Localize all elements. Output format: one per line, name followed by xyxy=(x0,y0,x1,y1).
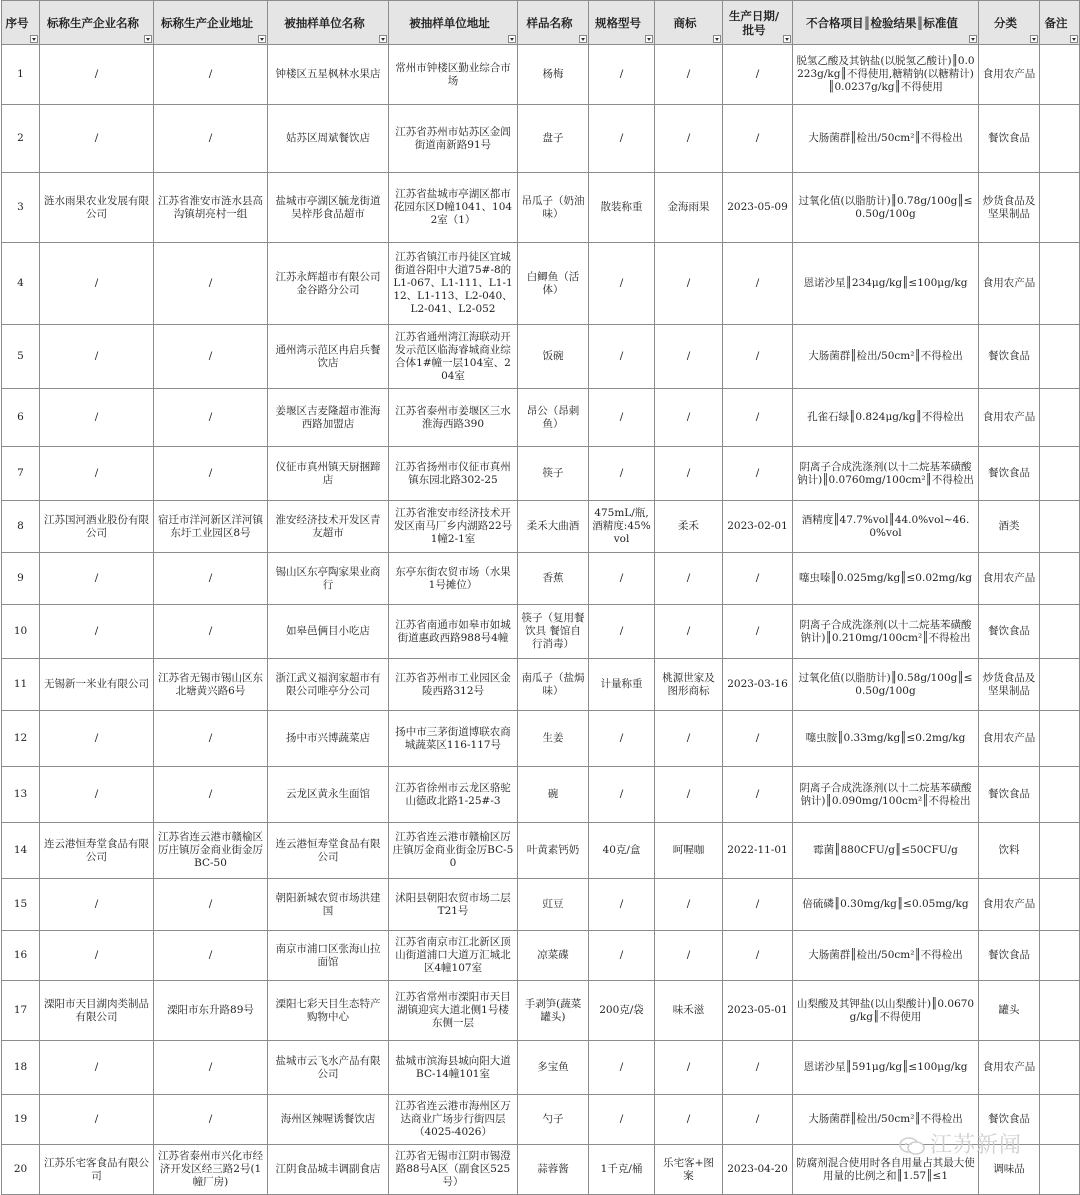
table-row xyxy=(2,605,1080,659)
table-cell xyxy=(1040,173,1080,243)
table-cell: / xyxy=(589,45,655,105)
table-cell xyxy=(1040,767,1080,823)
table-cell: / xyxy=(40,711,154,767)
column-header-label: 样品名称 xyxy=(526,15,573,30)
table-cell: 8 xyxy=(2,501,40,553)
table-row xyxy=(2,105,1080,173)
table-cell: 宿迁市洋河新区洋河镇东圩工业园区8号 xyxy=(154,501,268,553)
table-cell: / xyxy=(589,553,655,605)
table-cell: / xyxy=(723,325,793,389)
table-cell: 溧阳市东升路89号 xyxy=(154,981,268,1041)
table-cell: 脱氢乙酸及其钠盐(以脱氢乙酸计)║0.0223g/kg║不得使用,糖精钠(以糖精计)║0.0237g/kg║不得使用 xyxy=(793,45,979,105)
table-cell: 凉菜碟 xyxy=(518,931,589,981)
table-cell: 味禾滋 xyxy=(655,981,723,1041)
filter-dropdown-icon[interactable] xyxy=(645,35,653,43)
table-cell: 溧阳市天目湖肉类制品有限公司 xyxy=(40,981,154,1041)
column-header xyxy=(1040,1,1080,45)
table-cell: / xyxy=(589,447,655,501)
table-cell: 生姜 xyxy=(518,711,589,767)
table-cell: 叶黄素钙奶 xyxy=(518,823,589,879)
table-cell: 40克/盒 xyxy=(589,823,655,879)
column-header-label: 序号 xyxy=(5,15,29,30)
table-cell: 16 xyxy=(2,931,40,981)
table-cell: 11 xyxy=(2,659,40,711)
table-cell: / xyxy=(655,553,723,605)
table-cell xyxy=(1040,553,1080,605)
table-cell: 筷子 xyxy=(518,447,589,501)
table-cell xyxy=(1040,389,1080,447)
table-cell: 姜堰区吉麦隆超市淮海西路加盟店 xyxy=(268,389,389,447)
table-cell: / xyxy=(40,105,154,173)
table-cell: 防腐剂混合使用时各自用量占其最大使用量的比例之和║1.57║≤1 xyxy=(793,1145,979,1195)
table-cell: / xyxy=(655,605,723,659)
table-cell: / xyxy=(154,1041,268,1095)
table-cell: / xyxy=(723,605,793,659)
table-cell: 杨梅 xyxy=(518,45,589,105)
table-cell: 4 xyxy=(2,243,40,325)
table-cell: 餐饮食品 xyxy=(979,1095,1040,1145)
table-cell xyxy=(1040,711,1080,767)
table-cell: 恩诺沙星║234μg/kg║≤100μg/kg xyxy=(793,243,979,325)
table-cell: / xyxy=(40,553,154,605)
table-cell: / xyxy=(40,325,154,389)
table-cell: 17 xyxy=(2,981,40,1041)
table-cell: 14 xyxy=(2,823,40,879)
table-cell: 食用农产品 xyxy=(979,711,1040,767)
table-cell: 涟水雨果农业发展有限公司 xyxy=(40,173,154,243)
table-cell: 江苏省南通市如皋市如城街道惠政西路988号4幢 xyxy=(389,605,518,659)
column-header-label: 商标 xyxy=(673,15,697,30)
table-cell: 江苏省南京市江北新区顶山街道浦口大道万汇城北区4幢107室 xyxy=(389,931,518,981)
table-cell: 大肠菌群║检出/50cm²║不得检出 xyxy=(793,931,979,981)
table-cell: 江苏省连云港市赣榆区厉庄镇厉金商业街金厉BC-50 xyxy=(154,823,268,879)
table-cell: / xyxy=(154,879,268,931)
column-header xyxy=(979,1,1040,45)
table-cell: 无锡新一米业有限公司 xyxy=(40,659,154,711)
table-row xyxy=(2,879,1080,931)
column-header-label: 被抽样单位地址 xyxy=(409,15,490,30)
table-cell: 南瓜子（盐焗味） xyxy=(518,659,589,711)
table-cell: 大肠菌群║检出/50cm²║不得检出 xyxy=(793,325,979,389)
table-cell: / xyxy=(154,767,268,823)
table-cell: 餐饮食品 xyxy=(979,325,1040,389)
column-header xyxy=(589,1,655,45)
filter-dropdown-icon[interactable] xyxy=(713,35,721,43)
table-cell: 白鲫鱼（活体） xyxy=(518,243,589,325)
table-cell: 7 xyxy=(2,447,40,501)
table-cell: 江苏省常州市溧阳市天目湖镇迎宾大道北侧1号楼东侧一层 xyxy=(389,981,518,1041)
table-cell: / xyxy=(154,931,268,981)
table-cell: 常州市钟楼区勤业综合市场 xyxy=(389,45,518,105)
table-row xyxy=(2,1095,1080,1145)
table-cell: 15 xyxy=(2,879,40,931)
table-row xyxy=(2,1145,1080,1195)
column-header-label: 备注 xyxy=(1044,15,1068,30)
table-cell xyxy=(1040,879,1080,931)
table-cell: / xyxy=(589,879,655,931)
table-row xyxy=(2,173,1080,243)
table-cell: 散装称重 xyxy=(589,173,655,243)
table-cell: 大肠菌群║检出/50cm²║不得检出 xyxy=(793,1095,979,1145)
column-header-label: 被抽样单位名称 xyxy=(284,15,365,30)
table-cell: 2 xyxy=(2,105,40,173)
column-header xyxy=(723,1,793,45)
table-cell: / xyxy=(655,45,723,105)
table-cell: 2023-03-16 xyxy=(723,659,793,711)
table-cell: 淮安经济技术开发区青友超市 xyxy=(268,501,389,553)
table-cell: 5 xyxy=(2,325,40,389)
table-cell: 江阴食品城丰调副食店 xyxy=(268,1145,389,1195)
table-cell: / xyxy=(40,447,154,501)
table-cell: 食用农产品 xyxy=(979,879,1040,931)
table-cell: 餐饮食品 xyxy=(979,931,1040,981)
table-cell xyxy=(1040,931,1080,981)
table-cell: 呵喔咖 xyxy=(655,823,723,879)
table-cell: / xyxy=(589,767,655,823)
table-cell: 蒜蓉酱 xyxy=(518,1145,589,1195)
table-cell: 20 xyxy=(2,1145,40,1195)
table-cell: / xyxy=(723,553,793,605)
table-cell: 2023-05-09 xyxy=(723,173,793,243)
table-cell: 13 xyxy=(2,767,40,823)
table-cell xyxy=(1040,1041,1080,1095)
table-cell xyxy=(1040,45,1080,105)
table-cell: 孔雀石绿║0.824μg/kg║不得检出 xyxy=(793,389,979,447)
table-cell: 霉菌║880CFU/g║≤50CFU/g xyxy=(793,823,979,879)
table-cell: 江苏省镇江市丹徒区宜城街道谷阳中大道75#-8的L1-067、L1-111、L1-112、L1-113、L2-040、L2-041、L2-052 xyxy=(389,243,518,325)
table-cell: / xyxy=(723,767,793,823)
table-cell: / xyxy=(655,931,723,981)
table-cell: / xyxy=(40,243,154,325)
table-cell: 江苏省泰州市兴化市经济开发区经三路2号(1幢厂房) xyxy=(154,1145,268,1195)
table-cell: 食用农产品 xyxy=(979,45,1040,105)
table-cell: / xyxy=(655,1041,723,1095)
table-cell: 扬中市兴博蔬菜店 xyxy=(268,711,389,767)
table-row xyxy=(2,447,1080,501)
table-cell: 饭碗 xyxy=(518,325,589,389)
table-row xyxy=(2,659,1080,711)
table-cell: / xyxy=(154,553,268,605)
table-row xyxy=(2,553,1080,605)
table-cell: 食用农产品 xyxy=(979,243,1040,325)
table-cell: 江苏省苏州市姑苏区金阊街道南新路91号 xyxy=(389,105,518,173)
table-cell: 酒精度║47.7%vol║44.0%vol~46.0%vol xyxy=(793,501,979,553)
table-cell: 金海雨果 xyxy=(655,173,723,243)
table-cell: / xyxy=(589,243,655,325)
table-cell: 江苏省淮安市涟水县高沟镇胡亮村一组 xyxy=(154,173,268,243)
filter-dropdown-icon[interactable] xyxy=(379,35,387,43)
table-cell: 炒货食品及坚果制品 xyxy=(979,659,1040,711)
column-header xyxy=(2,1,40,45)
table-cell: 吊瓜子（奶油味） xyxy=(518,173,589,243)
table-cell: 江苏省连云港市海州区万达商业广场步行街四层（4025-4026） xyxy=(389,1095,518,1145)
filter-dropdown-icon[interactable] xyxy=(579,35,587,43)
table-cell: / xyxy=(589,1095,655,1145)
table-cell xyxy=(1040,605,1080,659)
table-cell: 江苏国河酒业股份有限公司 xyxy=(40,501,154,553)
table-cell: 食用农产品 xyxy=(979,553,1040,605)
table-cell: 大肠菌群║检出/50cm²║不得检出 xyxy=(793,105,979,173)
table-cell: 酒类 xyxy=(979,501,1040,553)
table-cell xyxy=(1040,243,1080,325)
table-cell: 多宝鱼 xyxy=(518,1041,589,1095)
table-cell: 江苏省无锡市锡山区东北塘黄兴路6号 xyxy=(154,659,268,711)
table-cell: 倍硫磷║0.30mg/kg║≤0.05mg/kg xyxy=(793,879,979,931)
table-row xyxy=(2,767,1080,823)
table-cell: 餐饮食品 xyxy=(979,767,1040,823)
filter-dropdown-icon[interactable] xyxy=(1030,35,1038,43)
table-row xyxy=(2,501,1080,553)
filter-dropdown-icon[interactable] xyxy=(508,35,516,43)
table-cell: 阴离子合成洗涤剂(以十二烷基苯磺酸钠计)║0.210mg/100cm²║不得检出 xyxy=(793,605,979,659)
table-cell: 钟楼区五星枫林水果店 xyxy=(268,45,389,105)
column-header-label: 规格型号 xyxy=(595,15,641,30)
table-cell: 连云港恒寿堂食品有限公司 xyxy=(40,823,154,879)
table-cell: / xyxy=(154,105,268,173)
table-cell xyxy=(1040,1095,1080,1145)
table-cell: 东亭东街农贸市场（水果1号摊位） xyxy=(389,553,518,605)
column-header-label: 分类 xyxy=(994,15,1017,30)
filter-dropdown-icon[interactable] xyxy=(1070,35,1078,43)
table-cell: 江苏省苏州市工业园区金陵西路312号 xyxy=(389,659,518,711)
column-header-label: 不合格项目║检验结果║标准值 xyxy=(806,15,958,30)
table-cell: 乐宅客+图案 xyxy=(655,1145,723,1195)
table-cell: / xyxy=(723,389,793,447)
column-header xyxy=(268,1,389,45)
table-cell: 2023-02-01 xyxy=(723,501,793,553)
table-cell xyxy=(1040,325,1080,389)
table-cell: / xyxy=(723,1041,793,1095)
column-header-label: 生产日期/批号 xyxy=(728,8,780,37)
table-cell: / xyxy=(655,105,723,173)
table-cell: / xyxy=(589,931,655,981)
table-cell: 18 xyxy=(2,1041,40,1095)
table-cell: 桃源世家及图形商标 xyxy=(655,659,723,711)
table-cell: 连云港恒寿堂食品有限公司 xyxy=(268,823,389,879)
table-cell: 筷子（复用餐饮具 餐馆自行消毒） xyxy=(518,605,589,659)
table-cell: / xyxy=(40,767,154,823)
table-cell: 昂公（昂刺鱼） xyxy=(518,389,589,447)
table-cell: / xyxy=(154,325,268,389)
table-cell: / xyxy=(723,45,793,105)
table-row xyxy=(2,711,1080,767)
table-cell: 1 xyxy=(2,45,40,105)
table-cell: / xyxy=(655,447,723,501)
table-cell: 云龙区黄永生面馆 xyxy=(268,767,389,823)
table-cell: 山梨酸及其钾盐(以山梨酸计)║0.0670g/kg║不得使用 xyxy=(793,981,979,1041)
table-cell: 炒货食品及坚果制品 xyxy=(979,173,1040,243)
table-cell: / xyxy=(655,243,723,325)
table-cell: / xyxy=(40,45,154,105)
table-row xyxy=(2,243,1080,325)
table-cell: 3 xyxy=(2,173,40,243)
table-cell: 江苏省连云港市赣榆区厉庄镇厉金商业街金厉BC-50 xyxy=(389,823,518,879)
table-cell: 过氧化值(以脂肪计)║0.78g/100g║≤0.50g/100g xyxy=(793,173,979,243)
table-cell xyxy=(1040,1145,1080,1195)
table-cell: 1千克/桶 xyxy=(589,1145,655,1195)
table-cell: / xyxy=(40,389,154,447)
table-cell: 柔禾大曲酒 xyxy=(518,501,589,553)
header-row xyxy=(2,1,1080,45)
table-cell: / xyxy=(40,931,154,981)
table-cell: 19 xyxy=(2,1095,40,1145)
table-cell: / xyxy=(154,389,268,447)
column-header xyxy=(40,1,154,45)
table-cell: 仪征市真州镇天厨捆蹄店 xyxy=(268,447,389,501)
table-cell xyxy=(1040,823,1080,879)
table-cell: 江苏省扬州市仪征市真州镇东园北路302-25 xyxy=(389,447,518,501)
filter-dropdown-icon[interactable] xyxy=(258,35,266,43)
table-cell: 姑苏区周斌餐饮店 xyxy=(268,105,389,173)
table-cell: 勺子 xyxy=(518,1095,589,1145)
column-header xyxy=(655,1,723,45)
table-cell: 过氧化值(以脂肪计)║0.58g/100g║≤0.50g/100g xyxy=(793,659,979,711)
table-cell: 碗 xyxy=(518,767,589,823)
table-cell: 江苏乐宅客食品有限公司 xyxy=(40,1145,154,1195)
table-row xyxy=(2,931,1080,981)
table-cell: 浙江武义福润家超市有限公司唯亭分公司 xyxy=(268,659,389,711)
table-cell: 饮料 xyxy=(979,823,1040,879)
table-cell: 盐城市滨海县城向阳大道BC-14幢101室 xyxy=(389,1041,518,1095)
table-cell: / xyxy=(589,325,655,389)
table-cell: 柔禾 xyxy=(655,501,723,553)
table-cell: 沭阳县朝阳农贸市场二层T21号 xyxy=(389,879,518,931)
table-cell: / xyxy=(655,711,723,767)
table-cell: / xyxy=(40,605,154,659)
table-cell: 盐城市亭湖区毓龙街道吴梓彤食品超市 xyxy=(268,173,389,243)
table-cell: 10 xyxy=(2,605,40,659)
table-cell: 手剥笋(蔬菜罐头) xyxy=(518,981,589,1041)
table-cell: 江苏省通州湾江海联动开发示范区临海睿城商业综合体1#幢一层104室、204室 xyxy=(389,325,518,389)
table-cell xyxy=(1040,105,1080,173)
table-cell xyxy=(1040,447,1080,501)
table-cell: 餐饮食品 xyxy=(979,105,1040,173)
table-cell: 香蕉 xyxy=(518,553,589,605)
table-cell: 食用农产品 xyxy=(979,1041,1040,1095)
table-cell: / xyxy=(40,1095,154,1145)
table-row xyxy=(2,389,1080,447)
column-header xyxy=(154,1,268,45)
column-header-label: 标称生产企业地址 xyxy=(161,15,253,30)
filter-dropdown-icon[interactable] xyxy=(969,35,977,43)
table-cell: 恩诺沙星║591μg/kg║≤100μg/kg xyxy=(793,1041,979,1095)
table-cell: 豇豆 xyxy=(518,879,589,931)
table-row xyxy=(2,823,1080,879)
table-cell: / xyxy=(723,931,793,981)
column-header xyxy=(793,1,979,45)
table-cell: / xyxy=(154,243,268,325)
table-cell: / xyxy=(154,1095,268,1145)
table-cell: 江苏省泰州市姜堰区三水淮海西路390 xyxy=(389,389,518,447)
table-cell: 江苏省无锡市江阴市锡澄路88号A区（副食区525号） xyxy=(389,1145,518,1195)
filter-dropdown-icon[interactable] xyxy=(30,35,38,43)
table-cell: / xyxy=(40,879,154,931)
table-cell: 9 xyxy=(2,553,40,605)
column-header-label: 标称生产企业名称 xyxy=(47,15,139,30)
table-cell: 食用农产品 xyxy=(979,389,1040,447)
table-cell: 通州湾示范区冉启兵餐饮店 xyxy=(268,325,389,389)
table-cell: 调味品 xyxy=(979,1145,1040,1195)
table-cell: 2022-11-01 xyxy=(723,823,793,879)
table-cell: / xyxy=(723,243,793,325)
table-cell: 盐城市云飞水产品有限公司 xyxy=(268,1041,389,1095)
table-cell xyxy=(1040,501,1080,553)
table-cell: / xyxy=(655,1095,723,1145)
table-cell: / xyxy=(589,105,655,173)
table-cell: 6 xyxy=(2,389,40,447)
table-cell: 2023-04-20 xyxy=(723,1145,793,1195)
table-cell: / xyxy=(723,879,793,931)
table-cell: 南京市浦口区张海山拉面馆 xyxy=(268,931,389,981)
table-cell: / xyxy=(655,325,723,389)
table-cell: 江苏永辉超市有限公司金谷路分公司 xyxy=(268,243,389,325)
table-cell: / xyxy=(589,389,655,447)
table-cell: 阴离子合成洗涤剂(以十二烷基苯磺酸钠计)║0.090mg/100cm²║不得检出 xyxy=(793,767,979,823)
table-cell: 200克/袋 xyxy=(589,981,655,1041)
table-cell: 江苏省盐城市亭湖区都市花园东区D幢1041、1042室（1） xyxy=(389,173,518,243)
table-cell: / xyxy=(589,711,655,767)
table-cell: 朝阳新城农贸市场洪建国 xyxy=(268,879,389,931)
table-cell: / xyxy=(589,1041,655,1095)
filter-dropdown-icon[interactable] xyxy=(144,35,152,43)
table-cell: / xyxy=(40,1041,154,1095)
table-cell: 盘子 xyxy=(518,105,589,173)
table-cell: 溧阳七彩天目生态特产购物中心 xyxy=(268,981,389,1041)
table-row xyxy=(2,1041,1080,1095)
table-cell: 锡山区东亭陶家果业商行 xyxy=(268,553,389,605)
table-cell xyxy=(1040,981,1080,1041)
watermark-text: 江苏新闻 xyxy=(930,1133,1023,1158)
table-cell: / xyxy=(154,605,268,659)
column-header xyxy=(518,1,589,45)
table-cell: 计量称重 xyxy=(589,659,655,711)
table-cell: / xyxy=(154,711,268,767)
table-cell: / xyxy=(655,879,723,931)
table-cell: 江苏省淮安市经济技术开发区南马厂乡内湖路22号1幢2-1室 xyxy=(389,501,518,553)
table-cell: 餐饮食品 xyxy=(979,447,1040,501)
inspection-table xyxy=(1,0,1080,1195)
table-cell: 江苏省徐州市云龙区骆驼山德政北路1-25#-3 xyxy=(389,767,518,823)
table-cell: / xyxy=(723,711,793,767)
table-cell: / xyxy=(154,45,268,105)
table-cell: 如皋邑俩目小吃店 xyxy=(268,605,389,659)
table-cell: 噻虫胺║0.33mg/kg║≤0.2mg/kg xyxy=(793,711,979,767)
table-cell: 阴离子合成洗涤剂(以十二烷基苯磺酸钠计)║0.0760mg/100cm²║不得检出 xyxy=(793,447,979,501)
table-cell: 2023-05-01 xyxy=(723,981,793,1041)
table-cell xyxy=(1040,659,1080,711)
table-cell: / xyxy=(589,605,655,659)
table-cell: / xyxy=(723,447,793,501)
table-row xyxy=(2,325,1080,389)
table-cell: 12 xyxy=(2,711,40,767)
table-row xyxy=(2,45,1080,105)
table-cell: / xyxy=(154,447,268,501)
table-cell: 475mL/瓶,酒精度:45%vol xyxy=(589,501,655,553)
table-cell: 餐饮食品 xyxy=(979,605,1040,659)
table-row xyxy=(2,981,1080,1041)
column-header xyxy=(389,1,518,45)
filter-dropdown-icon[interactable] xyxy=(783,35,791,43)
table-cell: / xyxy=(655,767,723,823)
table-cell: 罐头 xyxy=(979,981,1040,1041)
table-cell: 海州区辣喔诱餐饮店 xyxy=(268,1095,389,1145)
table-cell: / xyxy=(723,1095,793,1145)
table-cell: / xyxy=(723,105,793,173)
table-cell: / xyxy=(655,389,723,447)
table-cell: 扬中市三茅街道博联农商城蔬菜区116-117号 xyxy=(389,711,518,767)
table-cell: 噻虫嗪║0.025mg/kg║≤0.02mg/kg xyxy=(793,553,979,605)
